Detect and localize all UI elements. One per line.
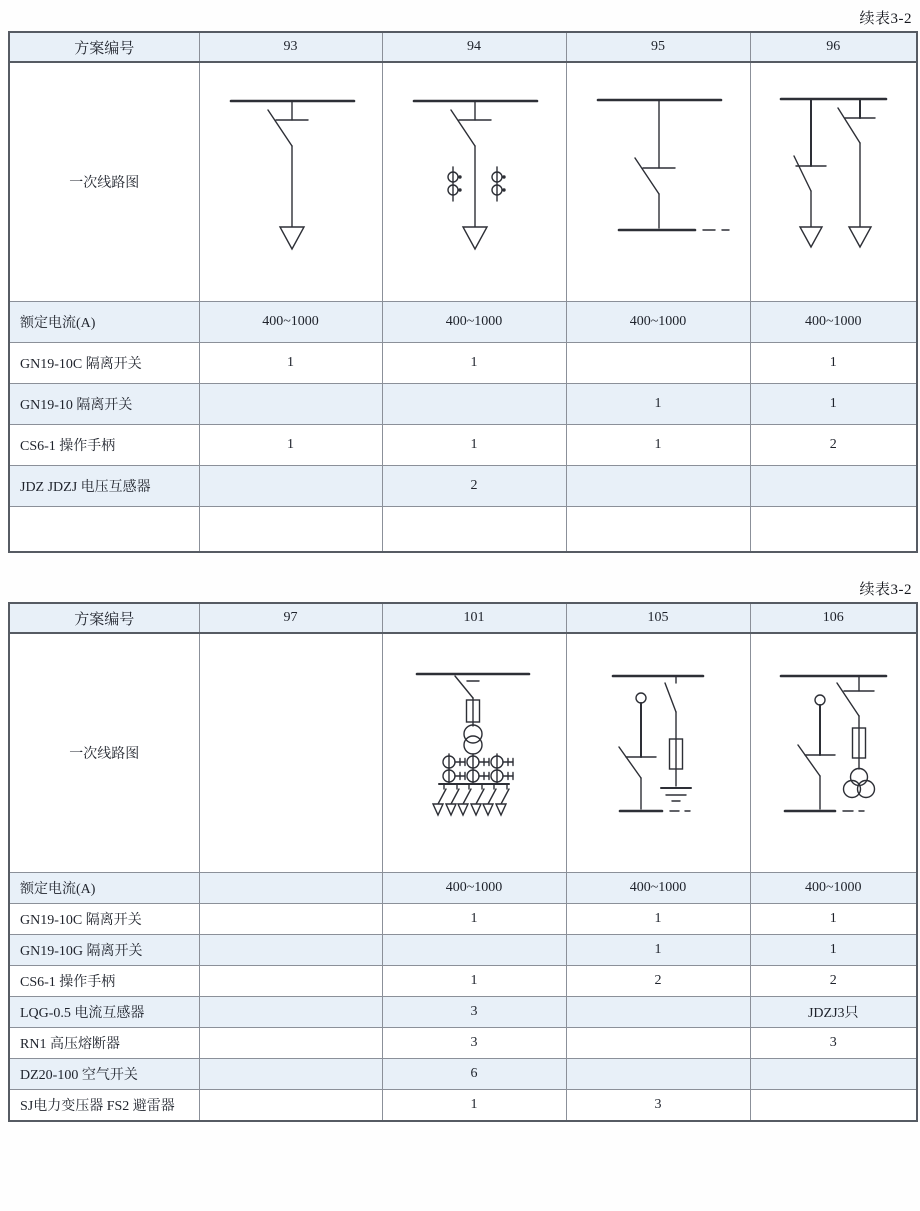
cell-value: 1 [382, 343, 566, 384]
cell-value: 400~1000 [382, 302, 566, 343]
cell-value: 3 [382, 997, 566, 1028]
table2-row-rn1 [9, 1028, 917, 1059]
circuit-diagram-95 [566, 62, 750, 302]
cell-value [566, 1059, 750, 1090]
row-label: JDZ JDZJ 电压互感器 [9, 466, 199, 507]
cell-value: 1 [750, 343, 917, 384]
circuit-diagram-96 [750, 62, 917, 302]
circuit-diagram-101 [382, 633, 566, 873]
cell-value: 1 [566, 425, 750, 466]
scheme-number-96: 96 [750, 32, 917, 62]
row-label [9, 507, 199, 553]
row-label: GN19-10G 隔离开关 [9, 935, 199, 966]
circuit-diagram-97-empty [199, 633, 382, 873]
table2-row-gn19-10c [9, 904, 917, 935]
scheme-number-105: 105 [566, 603, 750, 633]
cell-value: 1 [750, 935, 917, 966]
cell-value [199, 966, 382, 997]
cell-value: 3 [566, 1090, 750, 1122]
cell-value: 1 [566, 384, 750, 425]
table2-row-gn19-10g [9, 935, 917, 966]
cell-value [199, 997, 382, 1028]
cell-value: 1 [566, 904, 750, 935]
cell-value: 400~1000 [566, 302, 750, 343]
cell-value: 3 [750, 1028, 917, 1059]
scheme-number-101: 101 [382, 603, 566, 633]
cell-value [199, 935, 382, 966]
row-label: GN19-10C 隔离开关 [9, 343, 199, 384]
table2-row-lqg-05 [9, 997, 917, 1028]
cell-value [382, 384, 566, 425]
cell-value: 2 [566, 966, 750, 997]
row-label: CS6-1 操作手柄 [9, 425, 199, 466]
row-label: RN1 高压熔断器 [9, 1028, 199, 1059]
circuit-diagram-94 [382, 62, 566, 302]
cell-value [566, 1028, 750, 1059]
cell-value: 3 [382, 1028, 566, 1059]
cell-value: 400~1000 [382, 873, 566, 904]
cell-value: 1 [750, 384, 917, 425]
circuit-diagram-93 [199, 62, 382, 302]
table2-row-dz20-100 [9, 1059, 917, 1090]
cell-value: 1 [750, 904, 917, 935]
row-label: CS6-1 操作手柄 [9, 966, 199, 997]
table1-row-gn19-10 [9, 384, 917, 425]
cell-value: 1 [199, 343, 382, 384]
cell-value [199, 1090, 382, 1122]
circuit-diagram-106 [750, 633, 917, 873]
row-label: GN19-10C 隔离开关 [9, 904, 199, 935]
scheme-number-94: 94 [382, 32, 566, 62]
scheme-table-2 [8, 602, 918, 1122]
table1-row-gn19-10c [9, 343, 917, 384]
row-label: DZ20-100 空气开关 [9, 1059, 199, 1090]
cell-value: JDZJ3只 [750, 997, 917, 1028]
cell-value [199, 466, 382, 507]
row-label: LQG-0.5 电流互感器 [9, 997, 199, 1028]
continuation-label-1: 续表3-2 [859, 11, 912, 27]
table1-row-empty [9, 507, 917, 553]
cell-value [199, 1059, 382, 1090]
table2-diagram-row [9, 633, 917, 873]
cell-value: 1 [382, 966, 566, 997]
cell-value [750, 507, 917, 553]
cell-value [199, 904, 382, 935]
scheme-number-95: 95 [566, 32, 750, 62]
cell-value [199, 1028, 382, 1059]
scheme-number-93: 93 [199, 32, 382, 62]
cell-value [566, 466, 750, 507]
scheme-table-1 [8, 31, 918, 553]
table1-header-row [9, 32, 917, 62]
cell-value: 2 [750, 425, 917, 466]
cell-value [750, 466, 917, 507]
table1-row-cs6-1 [9, 425, 917, 466]
row-label: 额定电流(A) [9, 873, 199, 904]
circuit-diagram-105 [566, 633, 750, 873]
cell-value: 1 [382, 1090, 566, 1122]
cell-value: 2 [382, 466, 566, 507]
table1-diagram-row [9, 62, 917, 302]
cell-value [382, 507, 566, 553]
primary-circuit-diagram-label: 一次线路图 [9, 62, 199, 302]
table2-row-rated-current [9, 873, 917, 904]
table2-row-sj-fs2 [9, 1090, 917, 1122]
cell-value [199, 873, 382, 904]
table1-row-rated-current [9, 302, 917, 343]
cell-value [566, 997, 750, 1028]
cell-value: 1 [566, 935, 750, 966]
cell-value [199, 384, 382, 425]
cell-value: 2 [750, 966, 917, 997]
scheme-number-97: 97 [199, 603, 382, 633]
scheme-number-label: 方案编号 [9, 32, 199, 62]
cell-value: 1 [382, 425, 566, 466]
table2-row-cs6-1 [9, 966, 917, 997]
cell-value: 400~1000 [750, 873, 917, 904]
cell-value [750, 1090, 917, 1122]
table1-row-jdz-jdzj [9, 466, 917, 507]
table2-header-row [9, 603, 917, 633]
cell-value [382, 935, 566, 966]
row-label: SJ电力变压器 FS2 避雷器 [9, 1090, 199, 1122]
cell-value: 400~1000 [199, 302, 382, 343]
cell-value [750, 1059, 917, 1090]
row-label: 额定电流(A) [9, 302, 199, 343]
scheme-number-label: 方案编号 [9, 603, 199, 633]
continuation-label-2: 续表3-2 [859, 582, 912, 598]
cell-value [199, 507, 382, 553]
cell-value [566, 343, 750, 384]
cell-value: 6 [382, 1059, 566, 1090]
cell-value: 1 [382, 904, 566, 935]
cell-value: 1 [199, 425, 382, 466]
cell-value: 400~1000 [566, 873, 750, 904]
cell-value [566, 507, 750, 553]
row-label: GN19-10 隔离开关 [9, 384, 199, 425]
cell-value: 400~1000 [750, 302, 917, 343]
primary-circuit-diagram-label: 一次线路图 [9, 633, 199, 873]
scheme-number-106: 106 [750, 603, 917, 633]
